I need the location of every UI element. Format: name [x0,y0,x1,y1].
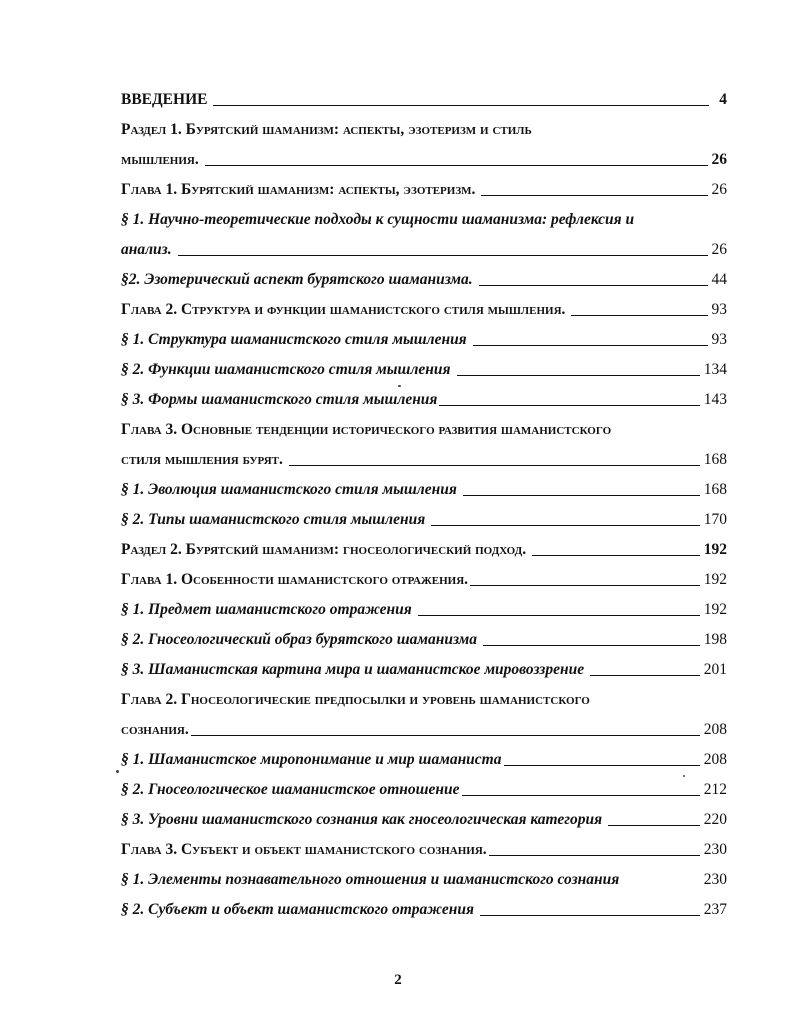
leader-line [571,315,707,316]
toc-title: § 2. Гносеологический образ бурятского шаманизма [121,631,478,648]
toc-entry-chapter-line1 [121,686,727,716]
leader-line [504,765,700,766]
leader-line [479,285,708,286]
toc-title: § 1. Шаманистское миропонимание и мир шаманиста [121,751,502,768]
toc-page: 26 [711,241,727,258]
toc-title: § 2. Субъект и объект шаманистского отражения [121,901,474,918]
toc-title: § 2. Типы шаманистского стиля мышления [121,511,426,528]
toc-entry-section [121,476,727,506]
toc-title: § 3. Уровни шаманистского сознания как гносеологическая категория [121,811,603,828]
toc-entry-section [121,866,727,896]
leader-line [483,645,700,646]
toc-entry-chapter [121,716,727,746]
leader-line [625,885,700,886]
toc-page: 192 [703,601,727,618]
toc-page: 192 [703,571,727,588]
toc-page: 208 [703,751,727,768]
scan-speck [116,770,119,773]
toc-title: § 3. Шаманистская картина мира и шаманистское мировоззрение [121,661,585,678]
toc-title: Глава 2. Структура и функции шаманистского стиля мышления. [121,301,566,318]
toc-title: § 1. Предмет шаманистского отражения [121,601,412,618]
toc-entry-section [121,656,727,686]
toc-entry-section [121,626,727,656]
toc-entry-chapter [121,446,727,476]
toc-page: 208 [703,721,727,738]
toc-title: § 1. Структура шаманистского стиля мышления [121,331,467,348]
toc-title: Глава 3. Основные тенденции исторического развития шаманистского [121,421,612,438]
toc-page: 168 [703,481,727,498]
leader-line [489,855,700,856]
toc-page: 4 [719,91,727,108]
scan-speck [683,775,685,777]
toc-entry-part1-line1 [121,116,727,146]
leader-line [289,465,700,466]
toc-entry-section [121,776,727,806]
leader-line [457,375,700,376]
toc-entry-section [121,506,727,536]
toc-page: 237 [703,901,727,918]
leader-line [532,555,700,556]
toc-entry-chapter [121,176,727,206]
toc-page: 220 [703,811,727,828]
leader-line [463,495,700,496]
toc-page: 230 [703,871,727,888]
leader-line [470,585,700,586]
leader-line [462,795,700,796]
toc-title: § 1. Научно-теоретические подходы к сущности шаманизма: рефлексия и [121,211,635,228]
toc-entry-section [121,326,727,356]
toc-entry-chapter [121,836,727,866]
leader-line [205,165,708,166]
toc-page: 170 [703,511,727,528]
toc-entry-section [121,356,727,386]
toc-entry-section [121,806,727,836]
toc-entry-section [121,896,727,926]
toc-entry-part1 [121,146,727,176]
toc-page: 26 [711,151,727,168]
toc-page: 198 [703,631,727,648]
toc-title: Раздел 2. Бурятский шаманизм: гносеологический подход. [121,541,527,558]
leader-line [178,255,708,256]
toc-entry-section [121,266,727,296]
toc-title: § 1. Элементы познавательного отношения и шаманистского сознания [121,871,620,888]
toc-title: ВВЕДЕНИЕ [121,91,208,108]
toc-title: § 2. Функции шаманистского стиля мышления [121,361,451,378]
toc-title: § 1. Эволюция шаманистского стиля мышления [121,481,457,498]
toc-page: 201 [703,661,727,678]
leader-line [608,825,700,826]
toc-entry-section-line1 [121,206,727,236]
leader-line [481,195,707,196]
toc-page: 44 [711,271,727,288]
toc-title: Глава 2. Гносеологические предпосылки и уровень шаманистского [121,691,590,708]
toc-page: 26 [711,181,727,198]
toc-page: 192 [703,541,727,558]
leader-line [439,405,699,406]
toc-page: 168 [703,451,727,468]
toc-entry-section [121,236,727,266]
toc-page: 93 [711,331,727,348]
toc-entry-intro [121,86,727,116]
scan-speck [398,385,401,387]
leader-line [480,915,700,916]
toc-title: § 2. Гносеологическое шаманистское отношение [121,781,460,798]
toc-entry-chapter [121,296,727,326]
toc-entry-section [121,386,727,416]
toc-title: §2. Эзотерический аспект бурятского шаманизма. [121,271,473,288]
toc-title: Глава 1. Особенности шаманистского отражения. [121,571,469,588]
toc-entry-chapter [121,566,727,596]
toc-title: Глава 3. Субъект и объект шаманистского сознания. [121,841,487,858]
toc-entry-chapter-line1 [121,416,727,446]
toc-title-cont: мышления. [121,151,199,168]
table-of-contents [121,86,727,926]
toc-title: Раздел 1. Бурятский шаманизм: аспекты, эзотеризм и стиль [121,121,532,138]
leader-line [418,615,700,616]
leader-line [431,525,700,526]
toc-title-cont: стиля мышления бурят. [121,451,283,468]
leader-line [191,735,700,736]
toc-page: 134 [703,361,727,378]
leader-line [473,345,708,346]
toc-title-cont: анализ. [121,241,172,258]
toc-entry-part2 [121,536,727,566]
leader-line [590,675,700,676]
toc-page: 143 [703,391,727,408]
toc-title: § 3. Формы шаманистского стиля мышления [121,391,438,408]
toc-page: 93 [711,301,727,318]
toc-entry-section [121,746,727,776]
toc-title: Глава 1. Бурятский шаманизм: аспекты, эзотеризм. [121,181,476,198]
toc-page: 212 [703,781,727,798]
leader-line [213,105,709,106]
page-number: 2 [394,972,402,988]
toc-page: 230 [703,841,727,858]
toc-entry-section [121,596,727,626]
toc-title-cont: сознания. [121,721,189,738]
